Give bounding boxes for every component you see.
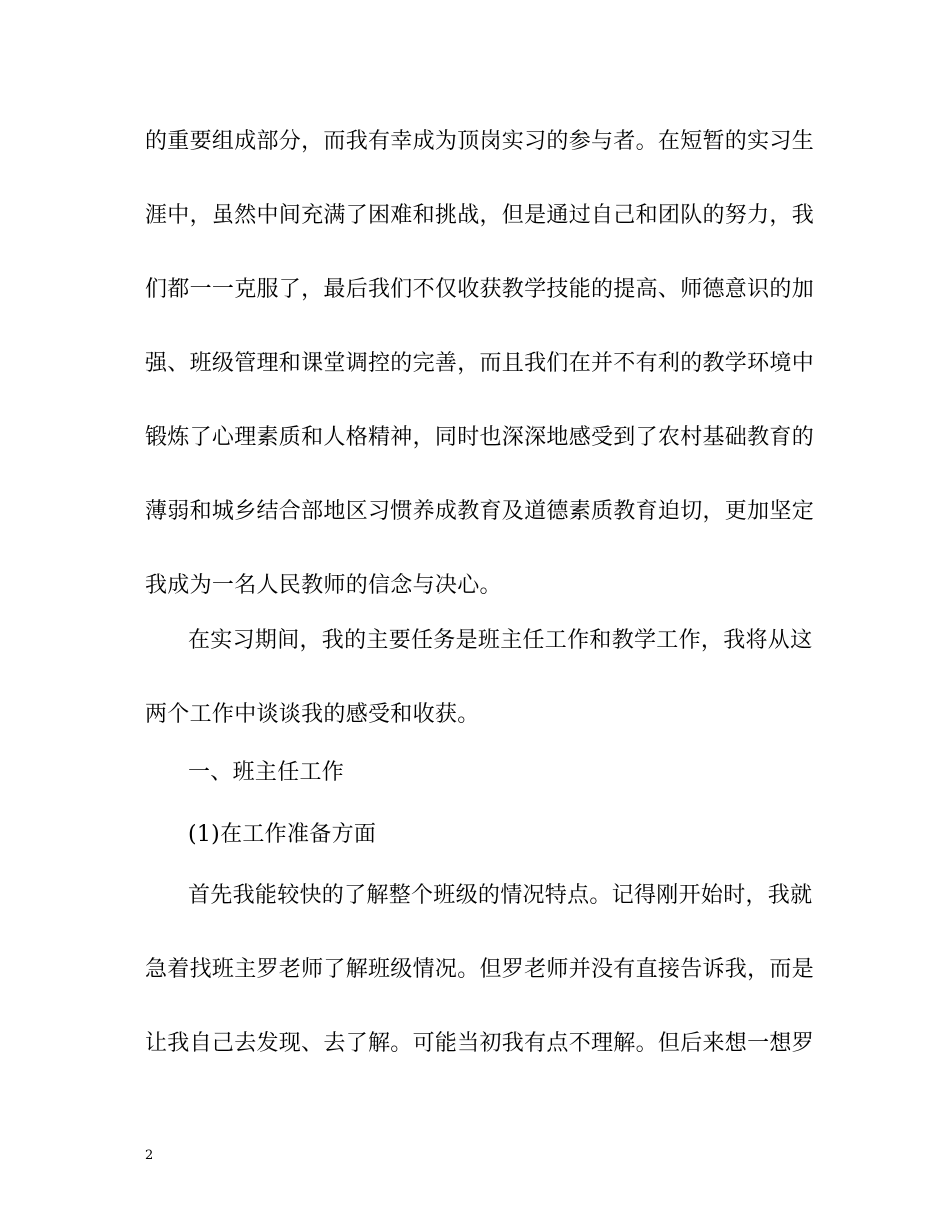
body-text-line: 让我自己去发现、去了解。可能当初我有点不理解。但后来想一想罗 [145,1031,815,1056]
body-text-line: 锻炼了心理素质和人格精神，同时也深深地感受到了农村基础教育的 [145,425,815,450]
section-heading: 一、班主任工作 [188,760,345,785]
subsection-heading: (1)在工作准备方面 [188,822,377,847]
body-text-line: 的重要组成部分，而我有幸成为顶岗实习的参与者。在短暂的实习生 [145,129,815,154]
body-text-line: 薄弱和城乡结合部地区习惯养成教育及道德素质教育迫切，更加坚定 [145,499,815,524]
body-text-line: 我成为一名人民教师的信念与决心。 [145,573,502,598]
paragraph-first-line: 首先我能较快的了解整个班级的情况特点。记得刚开始时，我就 [188,883,813,908]
body-text-line: 强、班级管理和课堂调控的完善，而且我们在并不有利的教学环境中 [145,351,815,376]
body-text-line: 两个工作中谈谈我的感受和收获。 [145,702,480,727]
body-text-line: 涯中，虽然中间充满了困难和挑战，但是通过自己和团队的努力，我 [145,203,815,228]
body-text-line: 们都一一克服了，最后我们不仅收获教学技能的提高、师德意识的加 [145,277,815,302]
page-number: 2 [145,1148,154,1163]
paragraph-first-line: 在实习期间，我的主要任务是班主任工作和教学工作，我将从这 [188,628,813,653]
body-text-line: 急着找班主罗老师了解班级情况。但罗老师并没有直接告诉我，而是 [145,957,815,982]
